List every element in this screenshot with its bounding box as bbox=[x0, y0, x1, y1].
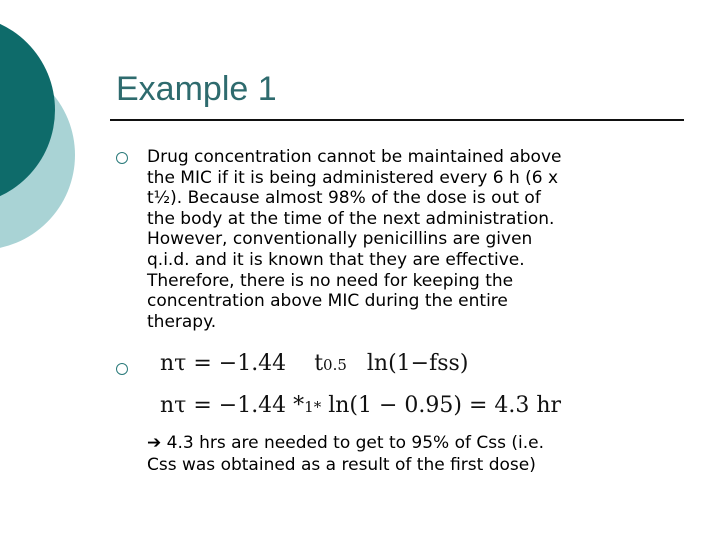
arrow-icon: ➔ bbox=[147, 433, 162, 453]
equation-1-t: t bbox=[314, 351, 324, 376]
paragraph-line: q.i.d. and it is known that they are effective. bbox=[147, 249, 525, 270]
bullet-icon bbox=[116, 363, 128, 375]
decorative-circles bbox=[0, 0, 80, 330]
result-note bbox=[147, 432, 687, 476]
equation-1-subscript: 0.5 bbox=[323, 356, 347, 374]
slide-title: Example 1 bbox=[116, 70, 277, 108]
paragraph-line: However, conventionally penicillins are given bbox=[147, 229, 533, 250]
bullet-paragraph bbox=[147, 147, 677, 332]
note-line-2: Css was obtained as a result of the first dose) bbox=[147, 455, 536, 475]
equation-1-rhs: ln(1−fss) bbox=[366, 351, 469, 376]
title-divider bbox=[110, 119, 684, 121]
equation-2-lhs: nτ = −1.44 * bbox=[160, 393, 305, 418]
equation-1 bbox=[160, 351, 468, 376]
bullet-icon bbox=[116, 152, 128, 164]
paragraph-line: the MIC if it is being administered every 6 h (6 x bbox=[147, 167, 559, 188]
paragraph-line: Therefore, there is no need for keeping the bbox=[147, 270, 514, 291]
note-line-1: 4.3 hrs are needed to get to 95% of Css (i.e. bbox=[166, 433, 545, 453]
paragraph-line: concentration above MIC during the entire bbox=[147, 291, 508, 312]
paragraph-line: Drug concentration cannot be maintained above bbox=[147, 147, 562, 167]
equation-2-star: * bbox=[313, 398, 322, 416]
paragraph-line: therapy. bbox=[147, 311, 217, 332]
equation-1-lhs: nτ = −1.44 bbox=[160, 351, 287, 376]
equation-2-one: 1 bbox=[304, 398, 314, 416]
equation-2-rhs: ln(1 − 0.95) = 4.3 hr bbox=[328, 393, 562, 418]
paragraph-line: t½). Because almost 98% of the dose is out of bbox=[147, 188, 541, 209]
equation-2 bbox=[160, 393, 561, 418]
paragraph-line: the body at the time of the next administration. bbox=[147, 208, 555, 229]
